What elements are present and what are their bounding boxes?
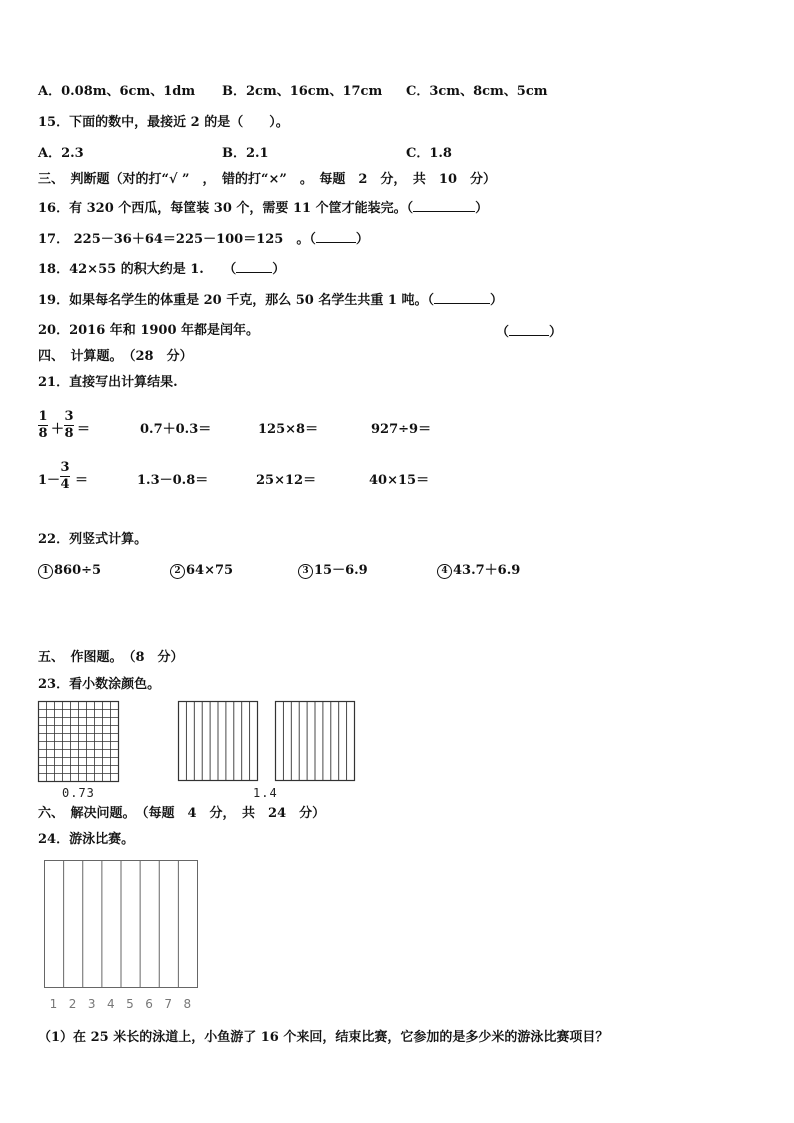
q19-answer-blank[interactable] [434,291,490,304]
q19-close: ） [489,293,503,308]
q15-option-c: C．1.8 [406,146,452,161]
q21-expr-927-div-9: 927÷9＝ [371,422,432,437]
lane-number: 3 [87,997,96,1011]
tenths-strip-square-1[interactable] [178,701,258,781]
lane-number: 2 [68,997,77,1011]
lane-number: 6 [145,997,153,1011]
lane-number: 8 [183,997,192,1011]
q18-answer-blank[interactable] [236,260,272,273]
q17-answer-blank[interactable] [316,230,356,243]
fraction-denominator: 8 [38,426,48,441]
q14-option-b: B．2cm、16cm、17cm [222,84,383,99]
swimming-pool-lanes [44,860,198,988]
q21-expr-40-times-15: 40×15＝ [369,473,430,488]
q17-close: ） [355,232,369,247]
section-6-title: 六、 解决问题。 （每题 4 分， 共 24 分） [38,806,326,821]
q14-option-c: C．3cm、8cm、5cm [406,84,548,99]
section-3-title: 三、 判断题（对的打“√ ” ， 错的打“×” 。 每题 2 分， 共 10 分） [38,172,497,187]
q20-text: 20．2016 年和 1900 年都是闰年。 [38,323,260,338]
q22-item-2 [170,563,233,579]
q20-answer [496,323,562,341]
q21-expr-1-3-minus-0-8: 1.3－0.8＝ [137,473,209,488]
q20-answer-blank[interactable] [509,323,549,336]
circled-number: 4 [437,564,452,579]
fraction-denominator: 8 [64,426,74,441]
q22-expr: 15－6.9 [314,563,368,578]
q21-stem: 21．直接写出计算结果. [38,375,178,390]
fraction-numerator: 3 [64,409,74,424]
q15-stem: 15．下面的数中，最接近 2 的是（ ）。 [38,115,289,130]
q21-one-minus: 1－ [38,473,61,488]
tenths-strip-square-2[interactable] [275,701,355,781]
q17 [38,230,369,248]
label-0-73: 0.73 [62,786,95,800]
q22-item-3 [298,563,368,579]
lane-number: 7 [164,997,172,1011]
fraction-numerator: 3 [60,460,70,475]
circled-number: 2 [170,564,185,579]
lane-number: 1 [49,997,58,1011]
circled-number: 3 [298,564,313,579]
q22-stem: 22．列竖式计算。 [38,532,148,547]
q16 [38,199,488,217]
q22-expr: 43.7＋6.9 [453,563,521,578]
fraction-numerator: 1 [38,409,48,424]
q22-expr: 64×75 [186,563,234,578]
q19-text: 19．如果每名学生的体重是 20 千克，那么 50 名学生共重 1 吨。（ [38,293,434,308]
q16-text: 16．有 320 个西瓜，每筐装 30 个，需要 11 个筐才能装完。（ [38,201,414,216]
q18-text: 18．42×55 的积大约是 1. （ [38,262,237,277]
q22-item-1 [38,563,101,579]
q21-fraction-3-4 [60,461,70,492]
lane-number: 4 [106,997,115,1011]
q24-stem: 24．游泳比赛。 [38,832,135,847]
section-5-title: 五、 作图题。 （8 分） [38,650,184,665]
q21-fraction-3-8 [64,410,74,441]
q15-option-b: B．2.1 [222,146,269,161]
q18-close: ） [272,262,286,277]
q22-expr: 860÷5 [54,563,102,578]
q21-fraction-1-8 [38,410,48,441]
q18 [38,260,285,278]
lane-numbers [44,997,198,1013]
q21-plus: ＋ [51,422,65,437]
q22-item-4 [437,563,520,579]
q23-stem: 23．看小数涂颜色。 [38,677,161,692]
section-4-title: 四、 计算题。 （28 分） [38,349,193,364]
hundred-square-grid[interactable] [38,701,119,782]
q21-expr-25-times-12: 25×12＝ [256,473,317,488]
q20-open: （ [496,325,510,340]
q16-close: ） [475,201,489,216]
q21-expr-0-7-plus-0-3: 0.7＋0.3＝ [140,422,212,437]
circled-number: 1 [38,564,53,579]
label-1-4: 1.4 [253,786,278,800]
q21-equals: ＝ [77,422,91,437]
q14-option-a: A．0.08m、6cm、1dm [38,84,196,99]
q17-text: 17． 225－36＋64＝225－100＝125 。（ [38,232,316,247]
q24-sub-question-1: （1）在 25 米长的泳道上，小鱼游了 16 个来回，结束比赛，它参加的是多少米的游泳比赛项目？ [38,1030,609,1045]
q20-close: ） [549,325,563,340]
q16-answer-blank[interactable] [413,199,475,212]
q15-option-a: A．2.3 [38,146,84,161]
q21-expr-125-times-8: 125×8＝ [258,422,319,437]
lane-number: 5 [126,997,134,1011]
fraction-denominator: 4 [60,477,70,492]
q19 [38,291,503,309]
q21-equals-2: ＝ [75,473,89,488]
